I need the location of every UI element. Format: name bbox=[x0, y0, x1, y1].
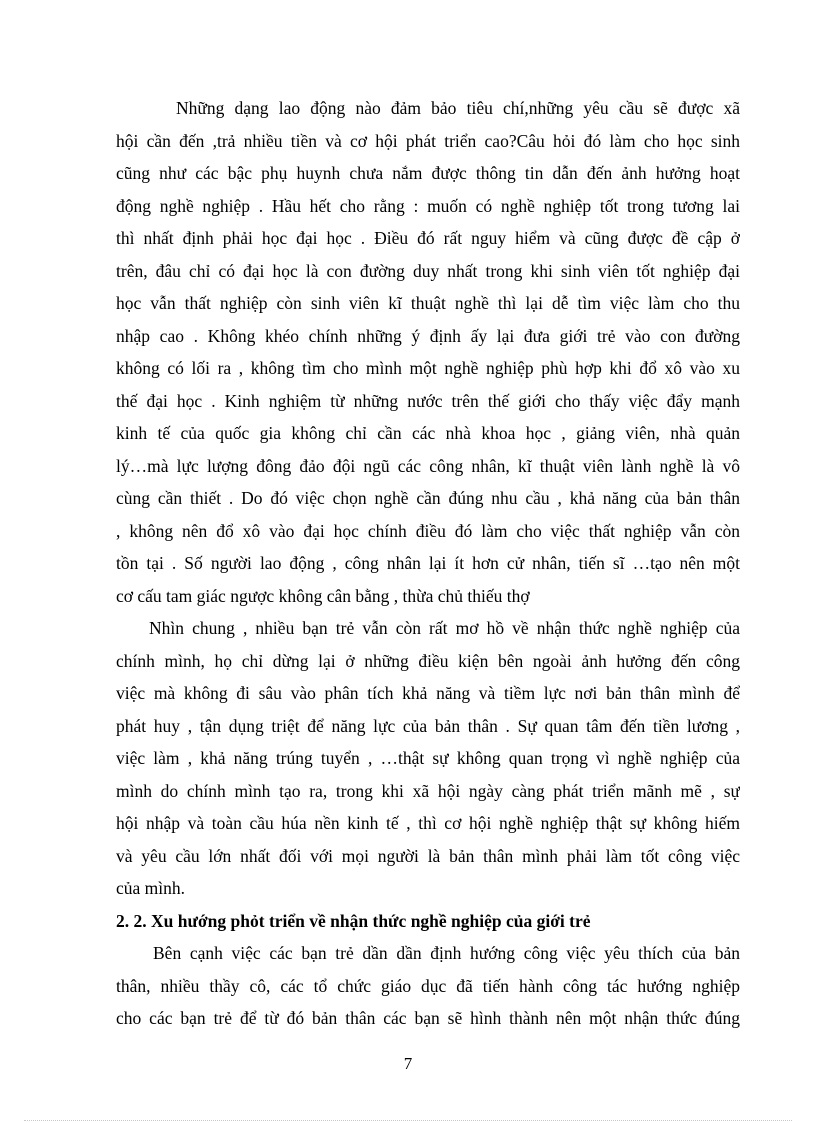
paragraph-2-line: phát huy , tận dụng triệt để năng lực của bản thân . Sự quan tâm đến tiền lương , bbox=[116, 715, 740, 736]
page-number: 7 bbox=[403, 1054, 413, 1073]
paragraph-1-line: cùng cần thiết . Do đó việc chọn nghề cần đúng nhu cầu , khả năng của bản thân bbox=[116, 488, 740, 508]
paragraph-1-line: học vẫn thất nghiệp còn sinh viên kĩ thuật nghề thì lại dễ tìm việc làm cho thu bbox=[116, 293, 740, 313]
paragraph-2-line: mình do chính mình tạo ra, trong khi xã hội ngày càng phát triển mãnh mẽ , sự bbox=[116, 780, 740, 801]
paragraph-2-line: chính mình, họ chỉ dừng lại ở những điều kiện bên ngoài ảnh hưởng đến công bbox=[116, 650, 740, 671]
paragraph-2-line: hội nhập và toàn cầu húa nền kinh tế , thì cơ hội nghề nghiệp thật sự không hiếm bbox=[116, 813, 740, 833]
paragraph-1-line: không có lối ra , không tìm cho mình một nghề nghiệp phù hợp khi đổ xô vào xu bbox=[116, 358, 740, 378]
paragraph-2-line: việc làm , khả năng trúng tuyển , …thật sự không quan trọng vì nghề nghiệp của bbox=[116, 748, 740, 768]
paragraph-1-line: lý…mà lực lượng đông đảo đội ngũ các công nhân, kĩ thuật viên lành nghề là vô bbox=[116, 455, 740, 476]
page-bottom-divider bbox=[24, 1120, 792, 1121]
paragraph-2-line: Nhìn chung , nhiều bạn trẻ vẫn còn rất mơ hồ về nhận thức nghề nghiệp của bbox=[149, 618, 740, 638]
paragraph-3-line: cho các bạn trẻ để từ đó bản thân các bạn sẽ hình thành nên một nhận thức đúng bbox=[116, 1008, 740, 1028]
paragraph-3-line: thân, nhiều thầy cô, các tổ chức giáo dục đã tiến hành công tác hướng nghiệp bbox=[116, 975, 740, 996]
paragraph-1-line: , không nên đổ xô vào đại học chính điều đó làm cho việc thất nghiệp vẫn còn bbox=[116, 520, 740, 541]
paragraph-1-line: động nghề nghiệp . Hầu hết cho rằng : muốn có nghề nghiệp tốt trong tương lai bbox=[116, 195, 740, 216]
paragraph-1-line: thế đại học . Kinh nghiệm từ những nước trên thế giới cho thấy việc đẩy mạnh bbox=[116, 390, 740, 411]
paragraph-2-line: và yêu cầu lớn nhất đối với mọi người là bản thân mình phải làm tốt công việc bbox=[116, 845, 740, 866]
paragraph-1-line: cũng như các bậc phụ huynh chưa nắm được thông tin dẫn đến ảnh hưởng hoạt bbox=[116, 163, 740, 183]
paragraph-1-last-line: cơ cấu tam giác ngược không cân bằng , thừa chủ thiếu thợ bbox=[116, 585, 530, 606]
paragraph-2-last-line: của mình. bbox=[116, 878, 186, 898]
paragraph-2-line: việc mà không đi sâu vào phân tích khả năng và tiềm lực nơi bản thân mình để bbox=[116, 683, 740, 703]
paragraph-3-line: Bên cạnh việc các bạn trẻ dần dần định hướng công việc yêu thích của bản bbox=[153, 943, 740, 963]
paragraph-1-line: hội cần đến ,trả nhiều tiền và cơ hội phát triển cao?Câu hỏi đó làm cho học sinh bbox=[116, 130, 740, 151]
paragraph-1-line: thì nhất định phải học đại học . Điều đó rất nguy hiểm và cũng được đề cập ở bbox=[116, 228, 740, 248]
paragraph-1-line: trên, đâu chỉ có đại học là con đường duy nhất trong khi sinh viên tốt nghiệp đại bbox=[116, 260, 740, 281]
body-text bbox=[116, 92, 740, 1035]
paragraph-1-line: Những dạng lao động nào đảm bảo tiêu chí,những yêu cầu sẽ được xã bbox=[176, 98, 740, 118]
section-heading: 2. 2. Xu hướng phỏt triển về nhận thức nghề nghiệp của giới trẻ bbox=[116, 910, 591, 931]
paragraph-1-line: tồn tại . Số người lao động , công nhân lại ít hơn cử nhân, tiến sĩ …tạo nên một bbox=[116, 553, 740, 573]
paragraph-1-line: kinh tế của quốc gia không chỉ cần các nhà khoa học , giảng viên, nhà quản bbox=[116, 423, 740, 443]
paragraph-1-line: nhập cao . Không khéo chính những ý định ấy lại đưa giới trẻ vào con đường bbox=[116, 325, 740, 346]
